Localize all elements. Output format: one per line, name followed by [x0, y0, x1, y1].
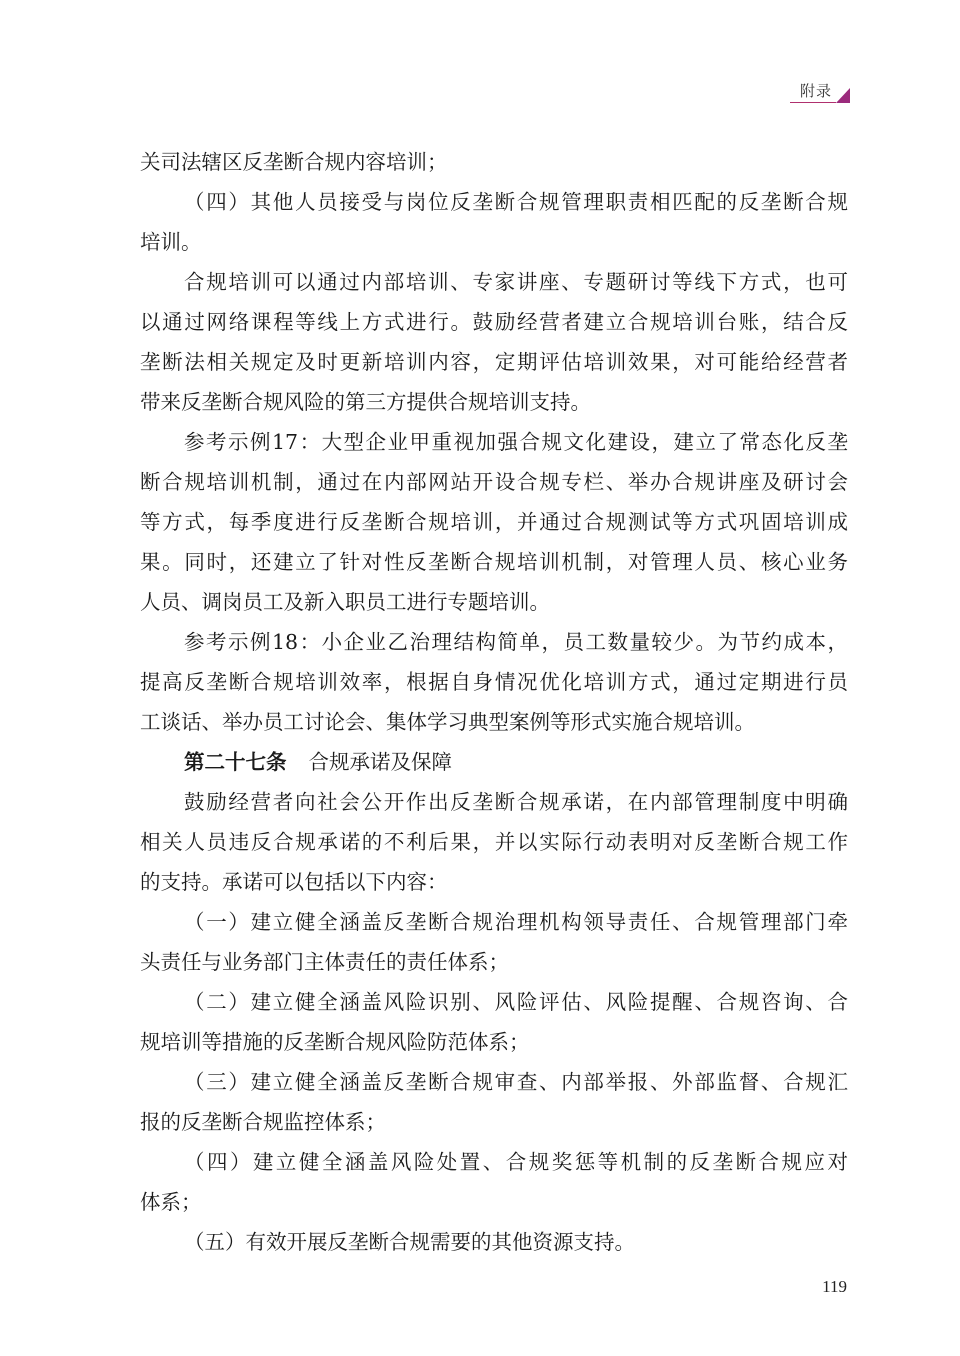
text-line: 关司法辖区反垄断合规内容培训；	[140, 150, 448, 174]
text-line: 果。同时，还建立了针对性反垄断合规培训机制，对管理人员、核心业务	[140, 550, 848, 574]
text-line: （五）有效开展反垄断合规需要的其他资源支持。	[184, 1230, 635, 1254]
text-line: 等方式，每季度进行反垄断合规培训，并通过合规测试等方式巩固培训成	[140, 510, 848, 534]
text-line: （三）建立健全涵盖反垄断合规审查、内部举报、外部监督、合规汇	[184, 1070, 848, 1094]
text-line: 培训。	[140, 230, 202, 254]
article-number: 第二十七条	[184, 750, 287, 774]
section-label: 附录	[800, 82, 833, 100]
text-line: 合规培训可以通过内部培训、专家讲座、专题研讨等线下方式，也可	[184, 270, 848, 294]
text-line: 垄断法相关规定及时更新培训内容，定期评估培训效果，对可能给经营者	[140, 350, 848, 374]
article-title: 合规承诺及保障	[308, 750, 452, 774]
article-text	[140, 782, 848, 1262]
text-line: 工谈话、举办员工讨论会、集体学习典型案例等形式实施合规培训。	[140, 710, 755, 734]
text-line: （四）其他人员接受与岗位反垄断合规管理职责相匹配的反垄断合规	[184, 190, 848, 214]
running-header	[790, 80, 860, 108]
text-line: 参考示例18：小企业乙治理结构简单，员工数量较少。为节约成本，	[184, 630, 848, 654]
text-line: 头责任与业务部门主体责任的责任体系；	[140, 950, 509, 974]
text-line: 带来反垄断合规风险的第三方提供合规培训支持。	[140, 390, 591, 414]
text-line: （四）建立健全涵盖风险处置、合规奖惩等机制的反垄断合规应对	[184, 1150, 848, 1174]
text-line: （二）建立健全涵盖风险识别、风险评估、风险提醒、合规咨询、合	[184, 990, 848, 1014]
text-line: 的支持。承诺可以包括以下内容：	[140, 870, 448, 894]
text-line: 体系；	[140, 1190, 202, 1214]
text-line: 断合规培训机制，通过在内部网站开设合规专栏、举办合规讲座及研讨会	[140, 470, 848, 494]
text-line: （一）建立健全涵盖反垄断合规治理机构领导责任、合规管理部门牵	[184, 910, 848, 934]
text-line: 提高反垄断合规培训效率，根据自身情况优化培训方式，通过定期进行员	[140, 670, 848, 694]
article-heading	[140, 742, 848, 782]
text-line: 规培训等措施的反垄断合规风险防范体系；	[140, 1030, 530, 1054]
body-text	[140, 142, 848, 742]
page-number: 119	[822, 1277, 847, 1296]
text-line: 以通过网络课程等线上方式进行。鼓励经营者建立合规培训台账，结合反	[140, 310, 848, 334]
text-line: 鼓励经营者向社会公开作出反垄断合规承诺，在内部管理制度中明确	[184, 790, 848, 814]
text-line: 相关人员违反合规承诺的不利后果，并以实际行动表明对反垄断合规工作	[140, 830, 848, 854]
corner-triangle-icon	[836, 88, 850, 103]
text-line: 报的反垄断合规监控体系；	[140, 1110, 386, 1134]
text-line: 人员、调岗员工及新入职员工进行专题培训。	[140, 590, 550, 614]
header-rule	[790, 102, 836, 103]
page-body	[140, 142, 848, 1262]
text-line: 参考示例17：大型企业甲重视加强合规文化建设，建立了常态化反垄	[184, 430, 848, 454]
